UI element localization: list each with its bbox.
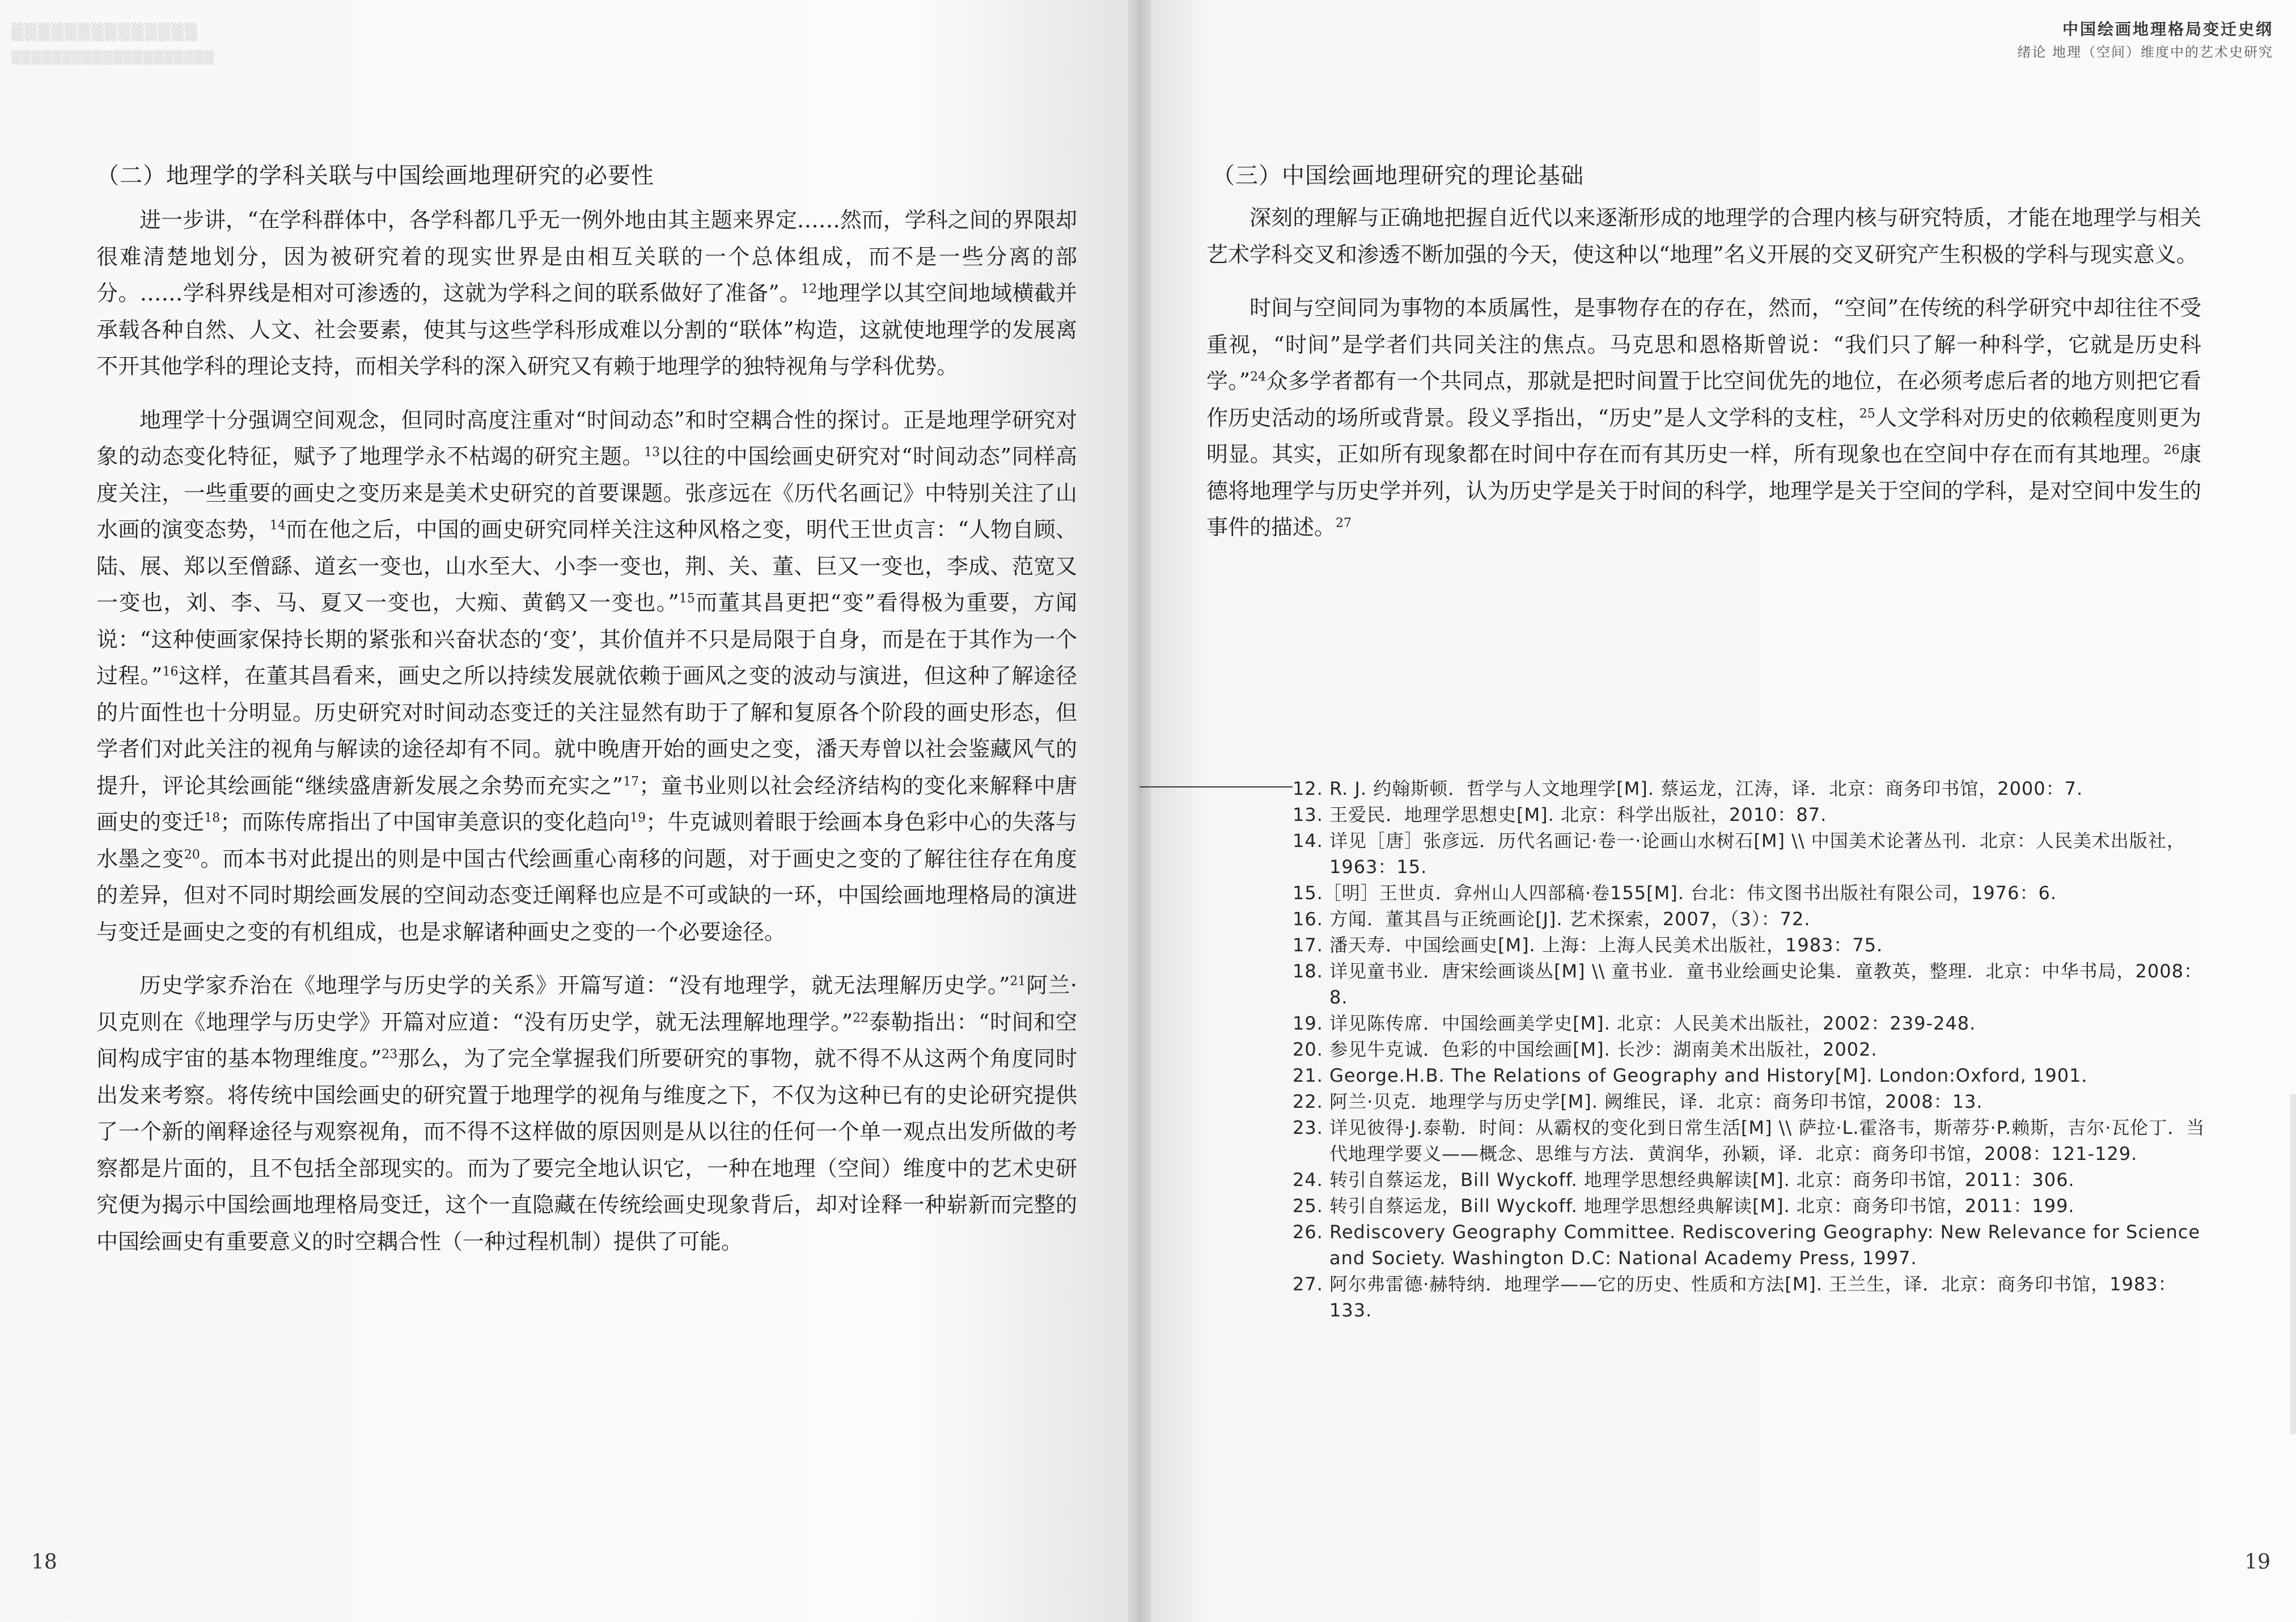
footnote-ref[interactable]: 19	[630, 811, 646, 825]
footnote-item: 19. 详见陈传席．中国绘画美学史[M]. 北京：人民美术出版社，2002：239-248.	[1293, 1013, 1976, 1034]
section-heading: （二）地理学的学科关联与中国绘画地理研究的必要性	[96, 163, 654, 189]
page-number-right: 19	[2244, 1551, 2270, 1574]
page-number-left: 18	[31, 1551, 57, 1574]
text-run: 阿兰·贝克则在《地理学与历史学》开篇对应道：“没有历史学，就无法理解地理学。”	[96, 973, 1077, 1035]
text-run: 时间与空间同为事物的本质属性，是事物存在的存在，然而，“空间”在传统的科学研究中却往往不受重视，“时间”是学者们共同关注的焦点。马克思和恩格斯曾说：“我们只了解一种科学，它就是历史科学。”	[1206, 295, 2201, 393]
text-run: 地理学以其空间地域横截并承载各种自然、人文、社会要素，使其与这些学科形成难以分割的“联体”构造，这就使地理学的发展离不开其他学科的理论支持，而相关学科的深入研究又有赖于地理学的独特视角与学科优势。	[96, 281, 1077, 379]
text-run: 地理学十分强调空间观念，但同时高度注重对“时间动态”和时空耦合性的探讨。正是地理学研究对象的动态变化特征，赋予了地理学永不枯竭的研究主题。	[96, 407, 1077, 469]
footnote-ref[interactable]: 21	[1010, 974, 1026, 989]
footnote-item: 22. 阿兰·贝克．地理学与历史学[M]. 阙维民，译．北京：商务印书馆，2008：13.	[1293, 1091, 1983, 1112]
right-body-text	[1206, 200, 2201, 546]
text-run: 泰勒指出：“时间和空间构成宇宙的基本物理维度。”	[96, 1009, 1077, 1071]
footnote-ref[interactable]: 18	[204, 811, 221, 825]
footnote-item: 14. 详见［唐］张彦远．历代名画记·卷一·论画山水树石[M] \\ 中国美术论著丛刊．北京：人民美术出版社，1963：15.	[1293, 830, 2185, 878]
footnote-item: 16. 方闻．董其昌与正统画论[J]. 艺术探索，2007，（3）：72.	[1293, 908, 1811, 930]
footnotes	[1293, 776, 2205, 1323]
footnote-item: 17. 潘天寿．中国绘画史[M]. 上海：上海人民美术出版社，1983：75.	[1293, 934, 1883, 956]
footnote-item: 26. Rediscovery Geography Committee. Rediscovering Geography: New Relevance for Science and Society. Washington D.C: National Academy Press, 1997.	[1293, 1221, 2201, 1269]
bleed-through-text: ▒▒▒▒▒▒▒▒▒▒▒▒▒▒	[11, 23, 198, 41]
paragraph	[96, 967, 1077, 1260]
footnote-ref[interactable]: 22	[853, 1010, 869, 1025]
footnote-ref[interactable]: 26	[2163, 443, 2180, 458]
text-run: 人文学科对历史的依赖程度则更为明显。其实，正如所有现象都在时间中存在而有其历史一样，所有现象也在空间中存在而有其地理。	[1206, 405, 2201, 467]
footnote-item: 15.［明］王世贞．弇州山人四部稿·卷155[M]. 台北：伟文图书出版社有限公司，1976：6.	[1293, 882, 2057, 904]
footnote-ref[interactable]: 17	[623, 774, 639, 789]
text-run: 众多学者都有一个共同点，那就是把时间置于比空间优先的地位，在必须考虑后者的地方则把它看作历史活动的场所或背景。段义孚指出，“历史”是人文学科的支柱，	[1206, 369, 2201, 430]
footnote-ref[interactable]: 13	[644, 445, 660, 460]
text-run: 进一步讲，“在学科群体中，各学科都几乎无一例外地由其主题来界定……然而，学科之间的界限却很难清楚地划分，因为被研究着的现实世界是由相互关联的一个总体组成，而不是一些分离的部分。……学科界线是相对可渗透的，这就为学科之间的联系做好了准备”。	[96, 207, 1077, 306]
footnote-item: 25. 转引自蔡运龙，Bill Wyckoff. 地理学思想经典解读[M]. 北京：商务印书馆，2011：199.	[1293, 1195, 2075, 1217]
running-header-book-title: 中国绘画地理格局变迁史纲	[2062, 20, 2273, 39]
paragraph	[96, 402, 1077, 951]
text-run: 以往的中国绘画史研究对“时间动态”同样高度关注，一些重要的画史之变历来是美术史研究的首要课题。张彦远在《历代名画记》中特别关注了山水画的演变态势，	[96, 444, 1077, 542]
text-run: 。而本书对此提出的则是中国古代绘画重心南移的问题，对于画史之变的了解往往存在角度的差异，但对不同时期绘画发展的空间动态变迁阐释也应是不可或缺的一环，中国绘画地理格局的演进与变迁是画史之变的有机组成，也是求解诸种画史之变的一个必要途径。	[96, 846, 1077, 945]
paragraph	[96, 202, 1077, 385]
page-edge-shadow	[2290, 1094, 2296, 1434]
footnote-ref[interactable]: 14	[269, 518, 286, 533]
footnote-item: 13. 王爱民．地理学思想史[M]. 北京：科学出版社，2010：87.	[1293, 804, 1827, 825]
footnote-item: 12. R. J. 约翰斯顿．哲学与人文地理学[M]. 蔡运龙，江涛，译．北京：商务印书馆，2000：7.	[1293, 778, 2083, 799]
text-run: 这样，在董其昌看来，画史之所以持续发展就依赖于画风之变的波动与演进，但这种了解途径的片面性也十分明显。历史研究对时间动态变迁的关注显然有助于了解和复原各个阶段的画史形态，但学者们对此关注的视角与解读的途径却有不同。就中晚唐开始的画史之变，潘天寿曾以社会鉴藏风气的提升，评论其绘画能“继续盛唐新发展之余势而充实之”	[96, 663, 1077, 798]
footnote-item: 24. 转引自蔡运龙，Bill Wyckoff. 地理学思想经典解读[M]. 北京：商务印书馆，2011：306.	[1293, 1169, 2075, 1191]
running-header-chapter: 绪论 地理（空间）维度中的艺术史研究	[2017, 44, 2273, 60]
text-run: 那么，为了完全掌握我们所要研究的事物，就不得不从这两个角度同时出发来考察。将传统中国绘画史的研究置于地理学的视角与维度之下，不仅为这种已有的史论研究提供了一个新的阐释途径与观察视角，而不得不这样做的原因则是从以往的任何一个单一观点出发所做的考察都是片面的，且不包括全部现实的。而为了要完全地认识它，一种在地理（空间）维度中的艺术史研究便为揭示中国绘画地理格局变迁，这个一直隐藏在传统绘画史现象背后，却对诠释一种崭新而完整的中国绘画史有重要意义的时空耦合性（一种过程机制）提供了可能。	[96, 1046, 1077, 1254]
footnote-ref[interactable]: 24	[1250, 370, 1266, 384]
section-heading: （三）中国绘画地理研究的理论基础	[1212, 163, 1584, 189]
footnote-rule	[1139, 786, 1293, 787]
footnote-item: 20. 参见牛克诚．色彩的中国绘画[M]. 长沙：湖南美术出版社，2002.	[1293, 1039, 1878, 1060]
footnote-ref[interactable]: 20	[184, 847, 200, 862]
text-run: ；牛克诚则着眼于绘画本身色彩中心的失落与水墨之变	[96, 810, 1077, 871]
footnote-item: 18. 详见童书业．唐宋绘画谈丛[M] \\ 童书业．童书业绘画史论集．童教英，整理．北京：中华书局，2008：8.	[1293, 960, 2202, 1008]
text-run: ；而陈传席指出了中国审美意识的变化趋向	[220, 810, 630, 835]
footnote-item: 23. 详见彼得·J.泰勒．时间：从霸权的变化到日常生活[M] \\ 萨拉·L.霍洛韦，斯蒂芬·P.赖斯，吉尔·瓦伦丁．当代地理学要义——概念、思维与方法．黄润华，孙颖，译．北京：商务印书馆，2008：121-129.	[1293, 1117, 2205, 1164]
text-run: 深刻的理解与正确地把握自近代以来逐渐形成的地理学的合理内核与研究特质，才能在地理学与相关艺术学科交叉和渗透不断加强的今天，使这种以“地理”名义开展的交叉研究产生积极的学科与现实意义。	[1206, 205, 2201, 267]
text-run: 而在他之后，中国的画史研究同样关注这种风格之变，明代王世贞言：“人物自顾、陆、展、郑以至僧繇、道玄一变也，山水至大、小李一变也，荆、关、董、巨又一变也，李成、范宽又一变也，刘、李、马、夏又一变也，大痴、黄鹤又一变也。”	[96, 517, 1077, 615]
text-run: ；童书业则以社会经济结构的变化来解释中唐画史的变迁	[96, 773, 1077, 835]
book-gutter	[1128, 0, 1151, 1622]
bleed-through-text: ▒▒▒▒▒▒▒▒▒▒▒▒▒▒▒▒▒▒▒▒	[11, 51, 215, 65]
footnote-item: 27. 阿尔弗雷德·赫特纳．地理学——它的历史、性质和方法[M]. 王兰生，译．北京：商务印书馆，1983：133.	[1293, 1273, 2177, 1321]
paragraph	[1206, 200, 2201, 273]
footnote-ref[interactable]: 16	[162, 664, 179, 679]
footnote-item: 21. George.H.B. The Relations of Geography and History[M]. London:Oxford, 1901．	[1293, 1065, 2100, 1086]
footnote-ref[interactable]: 15	[679, 591, 695, 606]
text-run: 康德将地理学与历史学并列，认为历史学是关于时间的科学，地理学是关于空间的学科，是对空间中发生的事件的描述。	[1206, 442, 2201, 540]
left-body-text	[96, 202, 1077, 1260]
left-page	[0, 0, 1139, 1622]
footnote-ref[interactable]: 12	[801, 282, 817, 297]
footnote-ref[interactable]: 23	[382, 1047, 398, 1062]
text-run: 而董其昌更把“变”看得极为重要，方闻说：“这种使画家保持长期的紧张和兴奋状态的‘变’，其价值并不只是局限于自身，而是在于其作为一个过程。”	[96, 590, 1078, 688]
footnote-ref[interactable]: 25	[1859, 406, 1875, 421]
text-run: 历史学家乔治在《地理学与历史学的关系》开篇写道：“没有地理学，就无法理解历史学。”	[139, 973, 1010, 998]
paragraph	[1206, 290, 2201, 546]
footnote-ref[interactable]: 27	[1336, 516, 1352, 531]
